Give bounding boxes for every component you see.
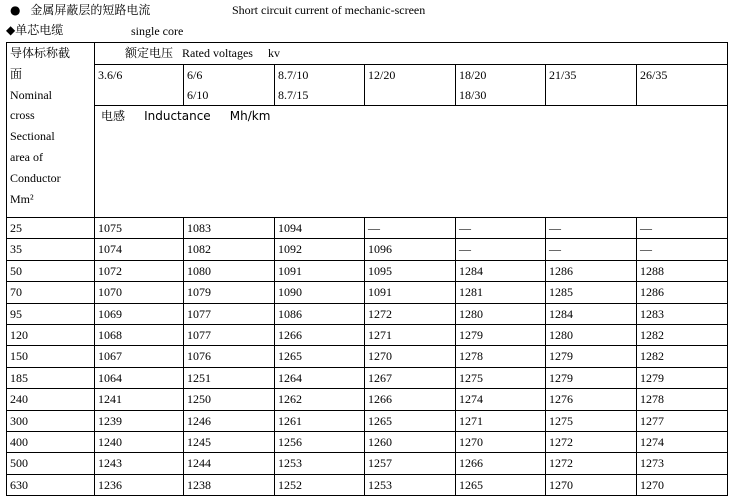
voltage-row <box>7 65 728 106</box>
value-cell: 1267 <box>365 367 456 388</box>
table-row <box>7 324 728 345</box>
table-row <box>7 367 728 388</box>
value-cell: 1264 <box>275 367 365 388</box>
voltage-cell: 12/20 <box>365 65 456 106</box>
value-cell: 1266 <box>275 324 365 345</box>
value-cell: 1266 <box>365 389 456 410</box>
value-cell: 1274 <box>637 431 728 452</box>
value-cell: — <box>546 218 637 239</box>
table-row <box>7 282 728 303</box>
value-cell: 1279 <box>456 324 546 345</box>
value-cell: 1076 <box>184 346 275 367</box>
value-cell: 1270 <box>546 474 637 495</box>
value-cell: 1281 <box>456 282 546 303</box>
section-header-en-3: area of <box>10 149 43 164</box>
section-header-cn-1: 导体标称截 <box>10 46 71 60</box>
value-cell: 1250 <box>184 389 275 410</box>
value-cell: 1279 <box>546 346 637 367</box>
value-cell: 1286 <box>546 260 637 281</box>
section-cell: 150 <box>7 346 95 367</box>
value-cell: 1243 <box>95 453 184 474</box>
voltage-cell: 21/35 <box>546 65 637 106</box>
value-cell: 1236 <box>95 474 184 495</box>
table-row <box>7 303 728 324</box>
value-cell: — <box>365 218 456 239</box>
value-cell: 1252 <box>275 474 365 495</box>
value-cell: 1067 <box>95 346 184 367</box>
value-cell: 1260 <box>365 431 456 452</box>
value-cell: 1091 <box>365 282 456 303</box>
section-header-en-2: Sectional <box>10 129 55 144</box>
value-cell: 1257 <box>365 453 456 474</box>
section-header-cn-2: 面 <box>10 66 23 81</box>
section-cell: 50 <box>7 260 95 281</box>
value-cell: 1246 <box>184 410 275 431</box>
value-cell: 1270 <box>637 474 728 495</box>
value-cell: — <box>637 239 728 260</box>
value-cell: 1075 <box>95 218 184 239</box>
value-cell: 1272 <box>365 303 456 324</box>
short-circuit-table <box>6 42 728 496</box>
value-cell: 1083 <box>184 218 275 239</box>
value-cell: 1270 <box>365 346 456 367</box>
value-cell: 1091 <box>275 260 365 281</box>
title-cn: 金属屏蔽层的短路电流 <box>30 3 151 17</box>
value-cell: 1286 <box>637 282 728 303</box>
subtitle-cn: 单芯电缆 <box>15 23 64 37</box>
value-cell: 1064 <box>95 367 184 388</box>
value-cell: 1275 <box>456 367 546 388</box>
section-header-en-0: Nominal <box>10 87 52 102</box>
value-cell: 1253 <box>365 474 456 495</box>
value-cell: 1238 <box>184 474 275 495</box>
inductance-label: 电感 Inductance Mh/km <box>95 106 728 218</box>
voltage-cell: 6/6 6/10 <box>184 65 275 106</box>
value-cell: 1278 <box>637 389 728 410</box>
table-row <box>7 239 728 260</box>
rated-voltage-row <box>7 43 728 65</box>
table-row <box>7 474 728 495</box>
value-cell: 1068 <box>95 324 184 345</box>
value-cell: 1077 <box>184 303 275 324</box>
data-rows <box>7 218 728 496</box>
value-cell: 1244 <box>184 453 275 474</box>
bullet-icon: ● <box>10 3 21 17</box>
section-header-en-1: cross <box>10 108 35 123</box>
value-cell: 1261 <box>275 410 365 431</box>
section-cell: 185 <box>7 367 95 388</box>
section-cell: 95 <box>7 303 95 324</box>
value-cell: 1284 <box>456 260 546 281</box>
value-cell: 1240 <box>95 431 184 452</box>
value-cell: 1070 <box>95 282 184 303</box>
section-header-en-4: Conductor <box>10 170 61 185</box>
diamond-icon: ◆ <box>6 23 16 37</box>
table-row <box>7 260 728 281</box>
value-cell: 1095 <box>365 260 456 281</box>
rated-voltage-label: 额定电压 Rated voltages kv <box>95 43 728 65</box>
voltage-cell: 18/20 18/30 <box>456 65 546 106</box>
subtitle-line <box>6 23 63 37</box>
section-cell: 400 <box>7 431 95 452</box>
voltage-cell: 26/35 <box>637 65 728 106</box>
section-cell: 630 <box>7 474 95 495</box>
value-cell: 1080 <box>184 260 275 281</box>
value-cell: 1262 <box>275 389 365 410</box>
value-cell: 1276 <box>546 389 637 410</box>
value-cell: 1271 <box>456 410 546 431</box>
section-cell: 240 <box>7 389 95 410</box>
value-cell: 1273 <box>637 453 728 474</box>
value-cell: 1092 <box>275 239 365 260</box>
table-row <box>7 346 728 367</box>
title-en: Short circuit current of mechanic-screen <box>232 3 426 17</box>
value-cell: 1079 <box>184 282 275 303</box>
value-cell: 1272 <box>546 453 637 474</box>
value-cell: 1279 <box>637 367 728 388</box>
value-cell: 1280 <box>456 303 546 324</box>
value-cell: 1272 <box>546 431 637 452</box>
value-cell: 1094 <box>275 218 365 239</box>
table-row <box>7 389 728 410</box>
value-cell: 1245 <box>184 431 275 452</box>
value-cell: 1082 <box>184 239 275 260</box>
section-cell: 70 <box>7 282 95 303</box>
value-cell: 1271 <box>365 324 456 345</box>
inductance-row <box>7 106 728 218</box>
section-header-en-5: Mm² <box>10 191 34 206</box>
value-cell: 1270 <box>456 431 546 452</box>
value-cell: 1265 <box>275 346 365 367</box>
value-cell: 1279 <box>546 367 637 388</box>
section-cell: 35 <box>7 239 95 260</box>
value-cell: — <box>456 239 546 260</box>
value-cell: — <box>546 239 637 260</box>
value-cell: 1278 <box>456 346 546 367</box>
value-cell: 1072 <box>95 260 184 281</box>
value-cell: 1086 <box>275 303 365 324</box>
value-cell: 1251 <box>184 367 275 388</box>
value-cell: 1241 <box>95 389 184 410</box>
value-cell: 1265 <box>456 474 546 495</box>
value-cell: 1277 <box>637 410 728 431</box>
section-header-cell <box>7 43 95 218</box>
value-cell: 1274 <box>456 389 546 410</box>
table-row <box>7 410 728 431</box>
value-cell: 1256 <box>275 431 365 452</box>
section-cell: 120 <box>7 324 95 345</box>
table-row <box>7 218 728 239</box>
value-cell: 1090 <box>275 282 365 303</box>
value-cell: 1283 <box>637 303 728 324</box>
section-cell: 25 <box>7 218 95 239</box>
value-cell: 1282 <box>637 346 728 367</box>
value-cell: 1275 <box>546 410 637 431</box>
section-cell: 500 <box>7 453 95 474</box>
value-cell: — <box>637 218 728 239</box>
table-row <box>7 453 728 474</box>
value-cell: — <box>456 218 546 239</box>
value-cell: 1265 <box>365 410 456 431</box>
title-line <box>10 3 150 17</box>
value-cell: 1266 <box>456 453 546 474</box>
value-cell: 1074 <box>95 239 184 260</box>
value-cell: 1284 <box>546 303 637 324</box>
value-cell: 1285 <box>546 282 637 303</box>
subtitle-en: single core <box>131 24 184 38</box>
section-cell: 300 <box>7 410 95 431</box>
table-row <box>7 431 728 452</box>
voltage-cell: 8.7/10 8.7/15 <box>275 65 365 106</box>
value-cell: 1282 <box>637 324 728 345</box>
value-cell: 1280 <box>546 324 637 345</box>
value-cell: 1253 <box>275 453 365 474</box>
value-cell: 1096 <box>365 239 456 260</box>
value-cell: 1069 <box>95 303 184 324</box>
value-cell: 1288 <box>637 260 728 281</box>
voltage-cell: 3.6/6 <box>95 65 184 106</box>
value-cell: 1239 <box>95 410 184 431</box>
value-cell: 1077 <box>184 324 275 345</box>
